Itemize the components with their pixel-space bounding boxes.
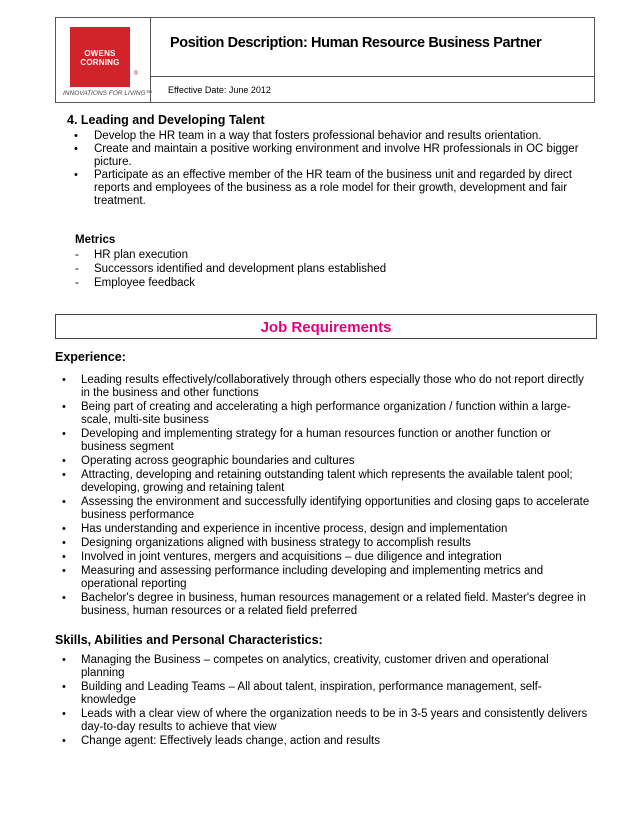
logo-cell [56, 18, 151, 102]
bullet-glyph: • [62, 455, 66, 467]
metrics-item: HR plan execution [94, 249, 188, 261]
section4-line: treatment. [94, 195, 146, 207]
metrics-heading: Metrics [75, 234, 116, 246]
experience-line: in the business and other functions [81, 387, 259, 399]
job-requirements-title: Job Requirements [260, 319, 392, 336]
bullet-glyph: • [62, 496, 66, 508]
bullet-glyph: • [62, 735, 66, 747]
bullet-glyph: • [62, 681, 66, 693]
experience-line: business, human resources or a related field preferred [81, 605, 358, 617]
bullet-glyph: • [62, 469, 66, 481]
skills-line: day-to-day results to achieve that view [81, 721, 277, 733]
bullet-glyph: • [62, 523, 66, 535]
experience-line: business segment [81, 441, 174, 453]
section4-line: Develop the HR team in a way that fosters professional behavior and results orientation. [94, 130, 542, 142]
metrics-item: Employee feedback [94, 277, 196, 289]
experience-line: Operating across geographic boundaries and cultures [81, 455, 355, 467]
experience-line: Assessing the environment and successfully identifying opportunities and closing gaps to accelerate [81, 496, 590, 508]
bullet-glyph: • [74, 130, 78, 142]
section4-line: picture. [94, 156, 132, 168]
bullet-glyph: • [62, 374, 66, 386]
bullet-glyph: • [62, 537, 66, 549]
skills-line: knowledge [81, 694, 136, 706]
bullet-glyph: • [62, 654, 66, 666]
experience-line: Developing and implementing strategy for a human resources function or another function or [81, 428, 551, 440]
document-title: Position Description: Human Resource Business Partner [170, 35, 542, 51]
section4-line: Participate as an effective member of the HR team of the business unit and regarded by direct [94, 169, 572, 181]
section4-heading: 4. Leading and Developing Talent [67, 113, 265, 127]
bullet-glyph: • [62, 551, 66, 563]
section4-line: reports and employees of the business as a role model for their growth, development and fair [94, 182, 568, 194]
effective-date: Effective Date: June 2012 [168, 85, 271, 95]
experience-heading: Experience: [55, 350, 126, 364]
experience-line: Leading results effectively/collaboratively through others especially those who do not report directly [81, 374, 584, 386]
bullet-glyph: • [62, 565, 66, 577]
metrics-dash: - [75, 263, 79, 275]
owens-corning-logo [70, 27, 138, 87]
bullet-glyph: • [62, 708, 66, 720]
logo-word-owens: OWENS [84, 49, 116, 58]
metrics-item: Successors identified and development plans established [94, 263, 387, 275]
bullet-glyph: • [62, 401, 66, 413]
bullet-glyph: • [74, 169, 78, 181]
header-divider [151, 76, 594, 77]
bullet-glyph: • [62, 592, 66, 604]
experience-line: Involved in joint ventures, mergers and acquisitions – due diligence and integration [81, 551, 502, 563]
logo-registered-mark: ® [133, 71, 138, 77]
metrics-dash: - [75, 277, 79, 289]
job-requirements-banner [55, 314, 597, 339]
section4-line: Create and maintain a positive working environment and involve HR professionals in OC bigger [94, 143, 579, 155]
bullet-glyph: • [62, 428, 66, 440]
experience-line: Bachelor's degree in business, human resources management or a related field. Master's degree in [81, 592, 586, 604]
document-header [55, 17, 595, 103]
logo-word-corning: CORNING [80, 58, 120, 67]
skills-line: Leads with a clear view of where the organization needs to be in 3-5 years and consistently delivers [81, 708, 588, 720]
experience-line: Has understanding and experience in incentive process, design and implementation [81, 523, 508, 535]
logo-tagline: INNOVATIONS FOR LIVING™ [63, 90, 153, 97]
experience-line: business performance [81, 509, 195, 521]
skills-line: Building and Leading Teams – All about talent, inspiration, performance management, self- [81, 681, 542, 693]
experience-line: Measuring and assessing performance including developing and implementing metrics and [81, 565, 544, 577]
metrics-dash: - [75, 249, 79, 261]
experience-line: Designing organizations aligned with business strategy to accomplish results [81, 537, 471, 549]
experience-line: Being part of creating and accelerating a high performance organization / function within a large- [81, 401, 571, 413]
skills-line: Change agent: Effectively leads change, action and results [81, 735, 380, 747]
experience-line: Attracting, developing and retaining outstanding talent which represents the available talent pool; [81, 469, 573, 481]
experience-line: scale, multi-site business [81, 414, 209, 426]
skills-heading: Skills, Abilities and Personal Characteristics: [55, 633, 323, 647]
experience-line: developing, growing and retaining talent [81, 482, 285, 494]
bullet-glyph: • [74, 143, 78, 155]
experience-line: operational reporting [81, 578, 187, 590]
skills-line: planning [81, 667, 125, 679]
skills-line: Managing the Business – competes on analytics, creativity, customer driven and operational [81, 654, 549, 666]
